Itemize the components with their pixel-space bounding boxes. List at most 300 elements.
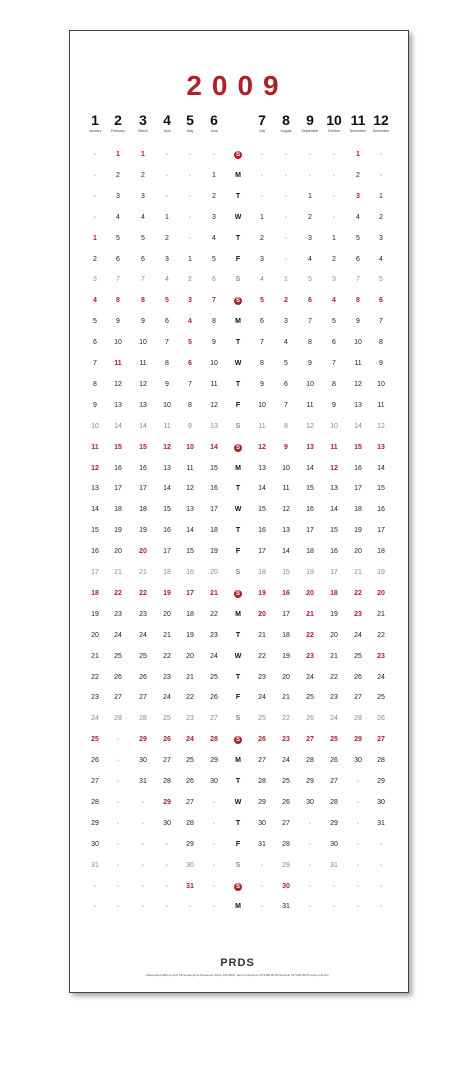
day-cell: 14 bbox=[306, 464, 314, 472]
day-cell: 9 bbox=[356, 318, 360, 326]
month-number: 4 bbox=[163, 112, 171, 128]
day-cell: 2 bbox=[116, 171, 120, 179]
day-cell: · bbox=[284, 234, 288, 242]
day-cell: 14 bbox=[258, 485, 266, 493]
day-cell: 1 bbox=[308, 192, 312, 200]
day-cell: 2 bbox=[379, 213, 383, 221]
day-cell: 13 bbox=[377, 443, 385, 451]
day-cell: 4 bbox=[260, 276, 264, 284]
day-cell: · bbox=[165, 903, 169, 911]
day-cell: 22 bbox=[163, 652, 171, 660]
day-cell: · bbox=[93, 903, 97, 911]
day-cell: 6 bbox=[332, 339, 336, 347]
day-cell: 17 bbox=[91, 569, 99, 576]
day-cell: 4 bbox=[212, 234, 216, 242]
day-cell: 5 bbox=[356, 234, 360, 242]
day-cell: 30 bbox=[163, 819, 171, 827]
day-cell: · bbox=[379, 903, 383, 911]
weekday-label bbox=[228, 882, 248, 892]
day-cell: 21 bbox=[163, 631, 171, 639]
weekday-label: T bbox=[235, 631, 241, 639]
day-cell: 6 bbox=[260, 318, 264, 326]
day-cell: 2 bbox=[93, 255, 97, 263]
day-cell: 22 bbox=[186, 694, 194, 702]
day-cell: 10 bbox=[163, 401, 171, 409]
day-cell: 29 bbox=[258, 798, 266, 806]
day-cell: 8 bbox=[165, 360, 169, 367]
day-cell: 3 bbox=[93, 276, 97, 284]
day-cell: 8 bbox=[356, 297, 360, 305]
day-cell: 9 bbox=[212, 339, 216, 347]
day-cell: 28 bbox=[258, 778, 266, 785]
day-cell: 13 bbox=[306, 443, 314, 451]
sunday-icon: S bbox=[235, 152, 240, 158]
weekday-label: T bbox=[235, 380, 241, 388]
day-cell: 11 bbox=[258, 422, 266, 430]
day-cell: 7 bbox=[93, 360, 97, 367]
day-cell: 6 bbox=[308, 297, 312, 305]
day-cell: 26 bbox=[91, 757, 99, 765]
day-cell: 30 bbox=[91, 840, 99, 848]
day-cell: 7 bbox=[356, 276, 360, 284]
day-cell: 17 bbox=[210, 506, 218, 514]
day-cell: 26 bbox=[306, 715, 314, 723]
day-cell: 3 bbox=[141, 192, 145, 200]
day-cell: 5 bbox=[188, 339, 192, 347]
day-cell: 18 bbox=[210, 527, 218, 535]
day-cell: 13 bbox=[282, 527, 290, 535]
day-cell: 16 bbox=[139, 464, 147, 472]
day-cell: 12 bbox=[163, 443, 171, 451]
month-number: 6 bbox=[210, 112, 218, 128]
weekday-label: S bbox=[235, 569, 241, 576]
day-cell: · bbox=[356, 798, 360, 806]
day-cell: · bbox=[332, 151, 336, 158]
day-cell: 28 bbox=[330, 798, 338, 806]
month-name: June bbox=[210, 129, 218, 133]
day-cell: 23 bbox=[258, 673, 266, 681]
day-cell: 24 bbox=[186, 736, 194, 744]
day-cell: 22 bbox=[377, 631, 385, 639]
day-cell: 16 bbox=[306, 506, 314, 514]
day-cell: 5 bbox=[260, 297, 264, 305]
day-cell: 9 bbox=[284, 443, 288, 451]
day-cell: 26 bbox=[114, 673, 122, 681]
day-cell: 20 bbox=[186, 652, 194, 660]
day-cell: · bbox=[260, 903, 264, 911]
day-cell: 4 bbox=[284, 339, 288, 347]
sunday-icon: S bbox=[235, 737, 240, 744]
day-cell: 23 bbox=[354, 610, 362, 618]
day-cell: 9 bbox=[308, 360, 312, 367]
month-number: 7 bbox=[258, 112, 266, 128]
day-cell: 23 bbox=[163, 673, 171, 681]
day-cell: 2 bbox=[165, 234, 169, 242]
day-cell: 25 bbox=[210, 673, 218, 681]
weekday-label: W bbox=[234, 652, 242, 660]
day-cell: 28 bbox=[377, 757, 385, 765]
day-cell: 13 bbox=[330, 485, 338, 493]
day-cell: 20 bbox=[354, 548, 362, 556]
month-name: September bbox=[301, 129, 319, 133]
day-cell: 22 bbox=[139, 589, 147, 597]
day-cell: 11 bbox=[210, 380, 218, 388]
day-cell: · bbox=[93, 192, 97, 200]
day-cell: 25 bbox=[139, 652, 147, 660]
day-cell: · bbox=[116, 882, 120, 890]
day-cell: 19 bbox=[330, 610, 338, 618]
day-cell: 20 bbox=[258, 610, 266, 618]
day-cell: 19 bbox=[282, 652, 290, 660]
day-cell: · bbox=[141, 882, 145, 890]
day-cell: 2 bbox=[260, 234, 264, 242]
month-name: March bbox=[138, 129, 148, 133]
day-cell: 20 bbox=[377, 589, 385, 597]
day-cell: 30 bbox=[282, 882, 290, 890]
day-cell: · bbox=[260, 882, 264, 890]
day-cell: 16 bbox=[91, 548, 99, 556]
day-cell: 3 bbox=[212, 213, 216, 221]
day-cell: 31 bbox=[139, 778, 147, 785]
day-cell: 25 bbox=[354, 652, 362, 660]
day-cell: 30 bbox=[377, 798, 385, 806]
day-cell: 18 bbox=[163, 569, 171, 576]
day-cell: 5 bbox=[141, 234, 145, 242]
day-cell: 21 bbox=[91, 652, 99, 660]
day-cell: 1 bbox=[188, 255, 192, 263]
day-cell: 19 bbox=[91, 610, 99, 618]
day-cell: 12 bbox=[282, 506, 290, 514]
day-cell: 15 bbox=[186, 548, 194, 556]
day-cell: 22 bbox=[306, 631, 314, 639]
day-cell: 24 bbox=[282, 757, 290, 765]
day-cell: 1 bbox=[212, 171, 216, 179]
day-cell: · bbox=[356, 903, 360, 911]
day-cell: 14 bbox=[91, 506, 99, 514]
day-cell: 31 bbox=[377, 819, 385, 827]
day-cell: 15 bbox=[139, 443, 147, 451]
weekday-label: F bbox=[235, 401, 241, 409]
day-cell: · bbox=[116, 798, 120, 806]
day-cell: 30 bbox=[330, 840, 338, 848]
day-cell: · bbox=[379, 861, 383, 869]
day-cell: 7 bbox=[308, 318, 312, 326]
day-cell: 13 bbox=[91, 485, 99, 493]
day-cell: · bbox=[284, 192, 288, 200]
day-cell: 24 bbox=[354, 631, 362, 639]
weekday-label: T bbox=[235, 485, 241, 493]
day-cell: · bbox=[379, 840, 383, 848]
day-cell: 16 bbox=[210, 485, 218, 493]
day-cell: · bbox=[332, 213, 336, 221]
day-cell: 27 bbox=[306, 736, 314, 744]
month-name: December bbox=[372, 129, 390, 133]
day-cell: · bbox=[308, 882, 312, 890]
day-cell: 19 bbox=[354, 527, 362, 535]
day-cell: 21 bbox=[258, 631, 266, 639]
day-cell: · bbox=[165, 882, 169, 890]
day-cell: · bbox=[308, 819, 312, 827]
day-cell: 6 bbox=[379, 297, 383, 305]
day-cell: 12 bbox=[114, 380, 122, 388]
day-cell: 1 bbox=[165, 213, 169, 221]
day-cell: 3 bbox=[356, 192, 360, 200]
day-cell: 1 bbox=[284, 276, 288, 284]
day-cell: 28 bbox=[139, 715, 147, 723]
day-cell: · bbox=[308, 171, 312, 179]
day-cell: 27 bbox=[354, 694, 362, 702]
day-cell: 31 bbox=[91, 861, 99, 869]
day-cell: 27 bbox=[91, 778, 99, 785]
day-cell: 14 bbox=[114, 422, 122, 430]
day-cell: 29 bbox=[282, 861, 290, 869]
day-cell: 16 bbox=[354, 464, 362, 472]
day-cell: 11 bbox=[282, 485, 290, 493]
day-cell: 24 bbox=[258, 694, 266, 702]
month-name: August bbox=[280, 129, 292, 133]
weekday-label: T bbox=[235, 192, 241, 200]
day-cell: 5 bbox=[116, 234, 120, 242]
day-cell: 25 bbox=[163, 715, 171, 723]
day-cell: · bbox=[284, 255, 288, 263]
day-cell: 2 bbox=[356, 171, 360, 179]
day-cell: 28 bbox=[282, 840, 290, 848]
day-cell: 7 bbox=[141, 276, 145, 284]
day-cell: 22 bbox=[282, 715, 290, 723]
day-cell: 16 bbox=[258, 527, 266, 535]
day-cell: · bbox=[165, 192, 169, 200]
day-cell: 25 bbox=[186, 757, 194, 765]
day-cell: 7 bbox=[212, 297, 216, 305]
day-cell: 22 bbox=[210, 610, 218, 618]
day-cell: 24 bbox=[163, 694, 171, 702]
day-cell: 21 bbox=[330, 652, 338, 660]
day-cell: 3 bbox=[308, 234, 312, 242]
day-cell: 14 bbox=[282, 548, 290, 556]
day-cell: 4 bbox=[141, 213, 145, 221]
weekday-label: W bbox=[234, 506, 242, 514]
day-cell: 23 bbox=[306, 652, 314, 660]
day-cell: 15 bbox=[377, 485, 385, 493]
weekday-label bbox=[228, 589, 248, 599]
day-cell: 6 bbox=[165, 318, 169, 326]
day-cell: 20 bbox=[282, 673, 290, 681]
day-cell: · bbox=[356, 861, 360, 869]
day-cell: 14 bbox=[330, 506, 338, 514]
weekday-label: S bbox=[235, 422, 241, 430]
day-cell: 30 bbox=[210, 778, 218, 785]
day-cell: 7 bbox=[116, 276, 120, 284]
day-cell: 19 bbox=[210, 548, 218, 556]
day-cell: · bbox=[212, 882, 216, 890]
weekday-label: W bbox=[234, 798, 242, 806]
month-number: 8 bbox=[282, 112, 290, 128]
day-cell: 1 bbox=[379, 192, 383, 200]
day-cell: 14 bbox=[354, 422, 362, 430]
day-cell: 21 bbox=[282, 694, 290, 702]
day-cell: 7 bbox=[332, 360, 336, 367]
day-cell: 15 bbox=[354, 443, 362, 451]
day-cell: 23 bbox=[91, 694, 99, 702]
day-cell: 5 bbox=[212, 255, 216, 263]
weekday-label: W bbox=[234, 360, 242, 367]
day-cell: · bbox=[165, 861, 169, 869]
day-cell: 8 bbox=[308, 339, 312, 347]
day-cell: · bbox=[212, 840, 216, 848]
day-cell: 21 bbox=[186, 673, 194, 681]
day-cell: 16 bbox=[186, 569, 194, 576]
day-cell: 4 bbox=[308, 255, 312, 263]
day-cell: 5 bbox=[93, 318, 97, 326]
day-cell: 26 bbox=[163, 736, 171, 744]
day-cell: 8 bbox=[116, 297, 120, 305]
day-cell: 4 bbox=[332, 297, 336, 305]
day-cell: 12 bbox=[210, 401, 218, 409]
sunday-icon: S bbox=[235, 590, 240, 597]
month-number: 2 bbox=[114, 112, 122, 128]
day-cell: 9 bbox=[332, 401, 336, 409]
day-cell: · bbox=[188, 213, 192, 221]
weekday-label: M bbox=[235, 464, 241, 472]
day-cell: 24 bbox=[139, 631, 147, 639]
day-cell: 7 bbox=[165, 339, 169, 347]
day-cell: 19 bbox=[306, 569, 314, 576]
day-cell: 3 bbox=[284, 318, 288, 326]
day-cell: 28 bbox=[114, 715, 122, 723]
day-cell: 2 bbox=[141, 171, 145, 179]
day-cell: 28 bbox=[163, 778, 171, 785]
day-cell: · bbox=[165, 151, 169, 158]
day-cell: 27 bbox=[114, 694, 122, 702]
weekday-label: M bbox=[235, 318, 241, 326]
day-cell: · bbox=[116, 736, 120, 744]
day-cell: 21 bbox=[306, 610, 314, 618]
day-cell: 5 bbox=[165, 297, 169, 305]
day-cell: · bbox=[188, 171, 192, 179]
day-cell: · bbox=[188, 903, 192, 911]
day-cell: 9 bbox=[379, 360, 383, 367]
day-cell: · bbox=[332, 903, 336, 911]
day-cell: 30 bbox=[139, 757, 147, 765]
day-cell: 11 bbox=[186, 464, 194, 472]
day-cell: 10 bbox=[186, 443, 194, 451]
day-cell: 6 bbox=[284, 380, 288, 388]
day-cell: 16 bbox=[377, 506, 385, 514]
day-cell: 31 bbox=[186, 882, 194, 890]
day-cell: 15 bbox=[306, 485, 314, 493]
day-cell: 9 bbox=[93, 401, 97, 409]
day-cell: · bbox=[188, 234, 192, 242]
day-cell: 23 bbox=[282, 736, 290, 744]
month-number: 10 bbox=[326, 112, 342, 128]
day-cell: 9 bbox=[116, 318, 120, 326]
day-cell: 20 bbox=[210, 569, 218, 576]
day-cell: 12 bbox=[186, 485, 194, 493]
day-cell: · bbox=[308, 840, 312, 848]
day-cell: · bbox=[116, 903, 120, 911]
day-cell: · bbox=[212, 151, 216, 158]
day-cell: 15 bbox=[210, 464, 218, 472]
day-cell: 27 bbox=[139, 694, 147, 702]
day-cell: 19 bbox=[139, 527, 147, 535]
day-cell: 30 bbox=[258, 819, 266, 827]
day-cell: 9 bbox=[165, 380, 169, 388]
prds-logo: PRDS bbox=[220, 957, 255, 969]
day-cell: 8 bbox=[284, 422, 288, 430]
day-cell: 11 bbox=[163, 422, 171, 430]
day-cell: 28 bbox=[210, 736, 218, 744]
day-cell: 29 bbox=[306, 778, 314, 785]
day-cell: 28 bbox=[354, 715, 362, 723]
day-cell: 26 bbox=[258, 736, 266, 744]
day-cell: 4 bbox=[356, 213, 360, 221]
day-cell: 22 bbox=[114, 589, 122, 597]
day-cell: 25 bbox=[377, 694, 385, 702]
day-cell: 20 bbox=[114, 548, 122, 556]
day-cell: 24 bbox=[377, 673, 385, 681]
day-cell: 29 bbox=[210, 757, 218, 765]
day-cell: 20 bbox=[139, 548, 147, 556]
day-cell: 9 bbox=[141, 318, 145, 326]
month-number: 12 bbox=[373, 112, 389, 128]
day-cell: 18 bbox=[354, 506, 362, 514]
day-cell: 11 bbox=[330, 443, 338, 451]
day-cell: · bbox=[308, 903, 312, 911]
day-cell: 13 bbox=[114, 401, 122, 409]
day-cell: 2 bbox=[308, 213, 312, 221]
day-cell: · bbox=[284, 213, 288, 221]
day-cell: 23 bbox=[139, 610, 147, 618]
day-cell: 28 bbox=[91, 798, 99, 806]
day-cell: 16 bbox=[114, 464, 122, 472]
day-cell: 29 bbox=[139, 736, 147, 744]
day-cell: 17 bbox=[114, 485, 122, 493]
day-cell: 28 bbox=[186, 819, 194, 827]
day-cell: · bbox=[212, 903, 216, 911]
day-cell: 15 bbox=[282, 569, 290, 576]
day-cell: 7 bbox=[188, 380, 192, 388]
day-cell: 17 bbox=[306, 527, 314, 535]
day-cell: 23 bbox=[186, 715, 194, 723]
day-cell: · bbox=[93, 171, 97, 179]
day-cell: · bbox=[188, 192, 192, 200]
month-name: July bbox=[258, 129, 266, 133]
day-cell: 11 bbox=[377, 401, 385, 409]
day-cell: 5 bbox=[332, 318, 336, 326]
day-cell: 30 bbox=[186, 861, 194, 869]
day-cell: 1 bbox=[356, 151, 360, 158]
day-cell: 2 bbox=[212, 192, 216, 200]
day-cell: · bbox=[332, 882, 336, 890]
weekday-label: T bbox=[235, 778, 241, 785]
day-cell: · bbox=[379, 171, 383, 179]
day-cell: · bbox=[356, 778, 360, 785]
day-cell: · bbox=[212, 861, 216, 869]
day-cell: 11 bbox=[114, 360, 122, 367]
weekday-label: M bbox=[235, 903, 241, 911]
weekday-label: M bbox=[235, 610, 241, 618]
day-cell: 21 bbox=[139, 569, 147, 576]
day-cell: 8 bbox=[379, 339, 383, 347]
day-cell: 8 bbox=[93, 380, 97, 388]
day-cell: · bbox=[284, 151, 288, 158]
day-cell: · bbox=[116, 757, 120, 765]
day-cell: 27 bbox=[163, 757, 171, 765]
day-cell: · bbox=[188, 151, 192, 158]
day-cell: · bbox=[284, 171, 288, 179]
day-cell: 26 bbox=[186, 778, 194, 785]
month-number: 11 bbox=[350, 112, 366, 128]
